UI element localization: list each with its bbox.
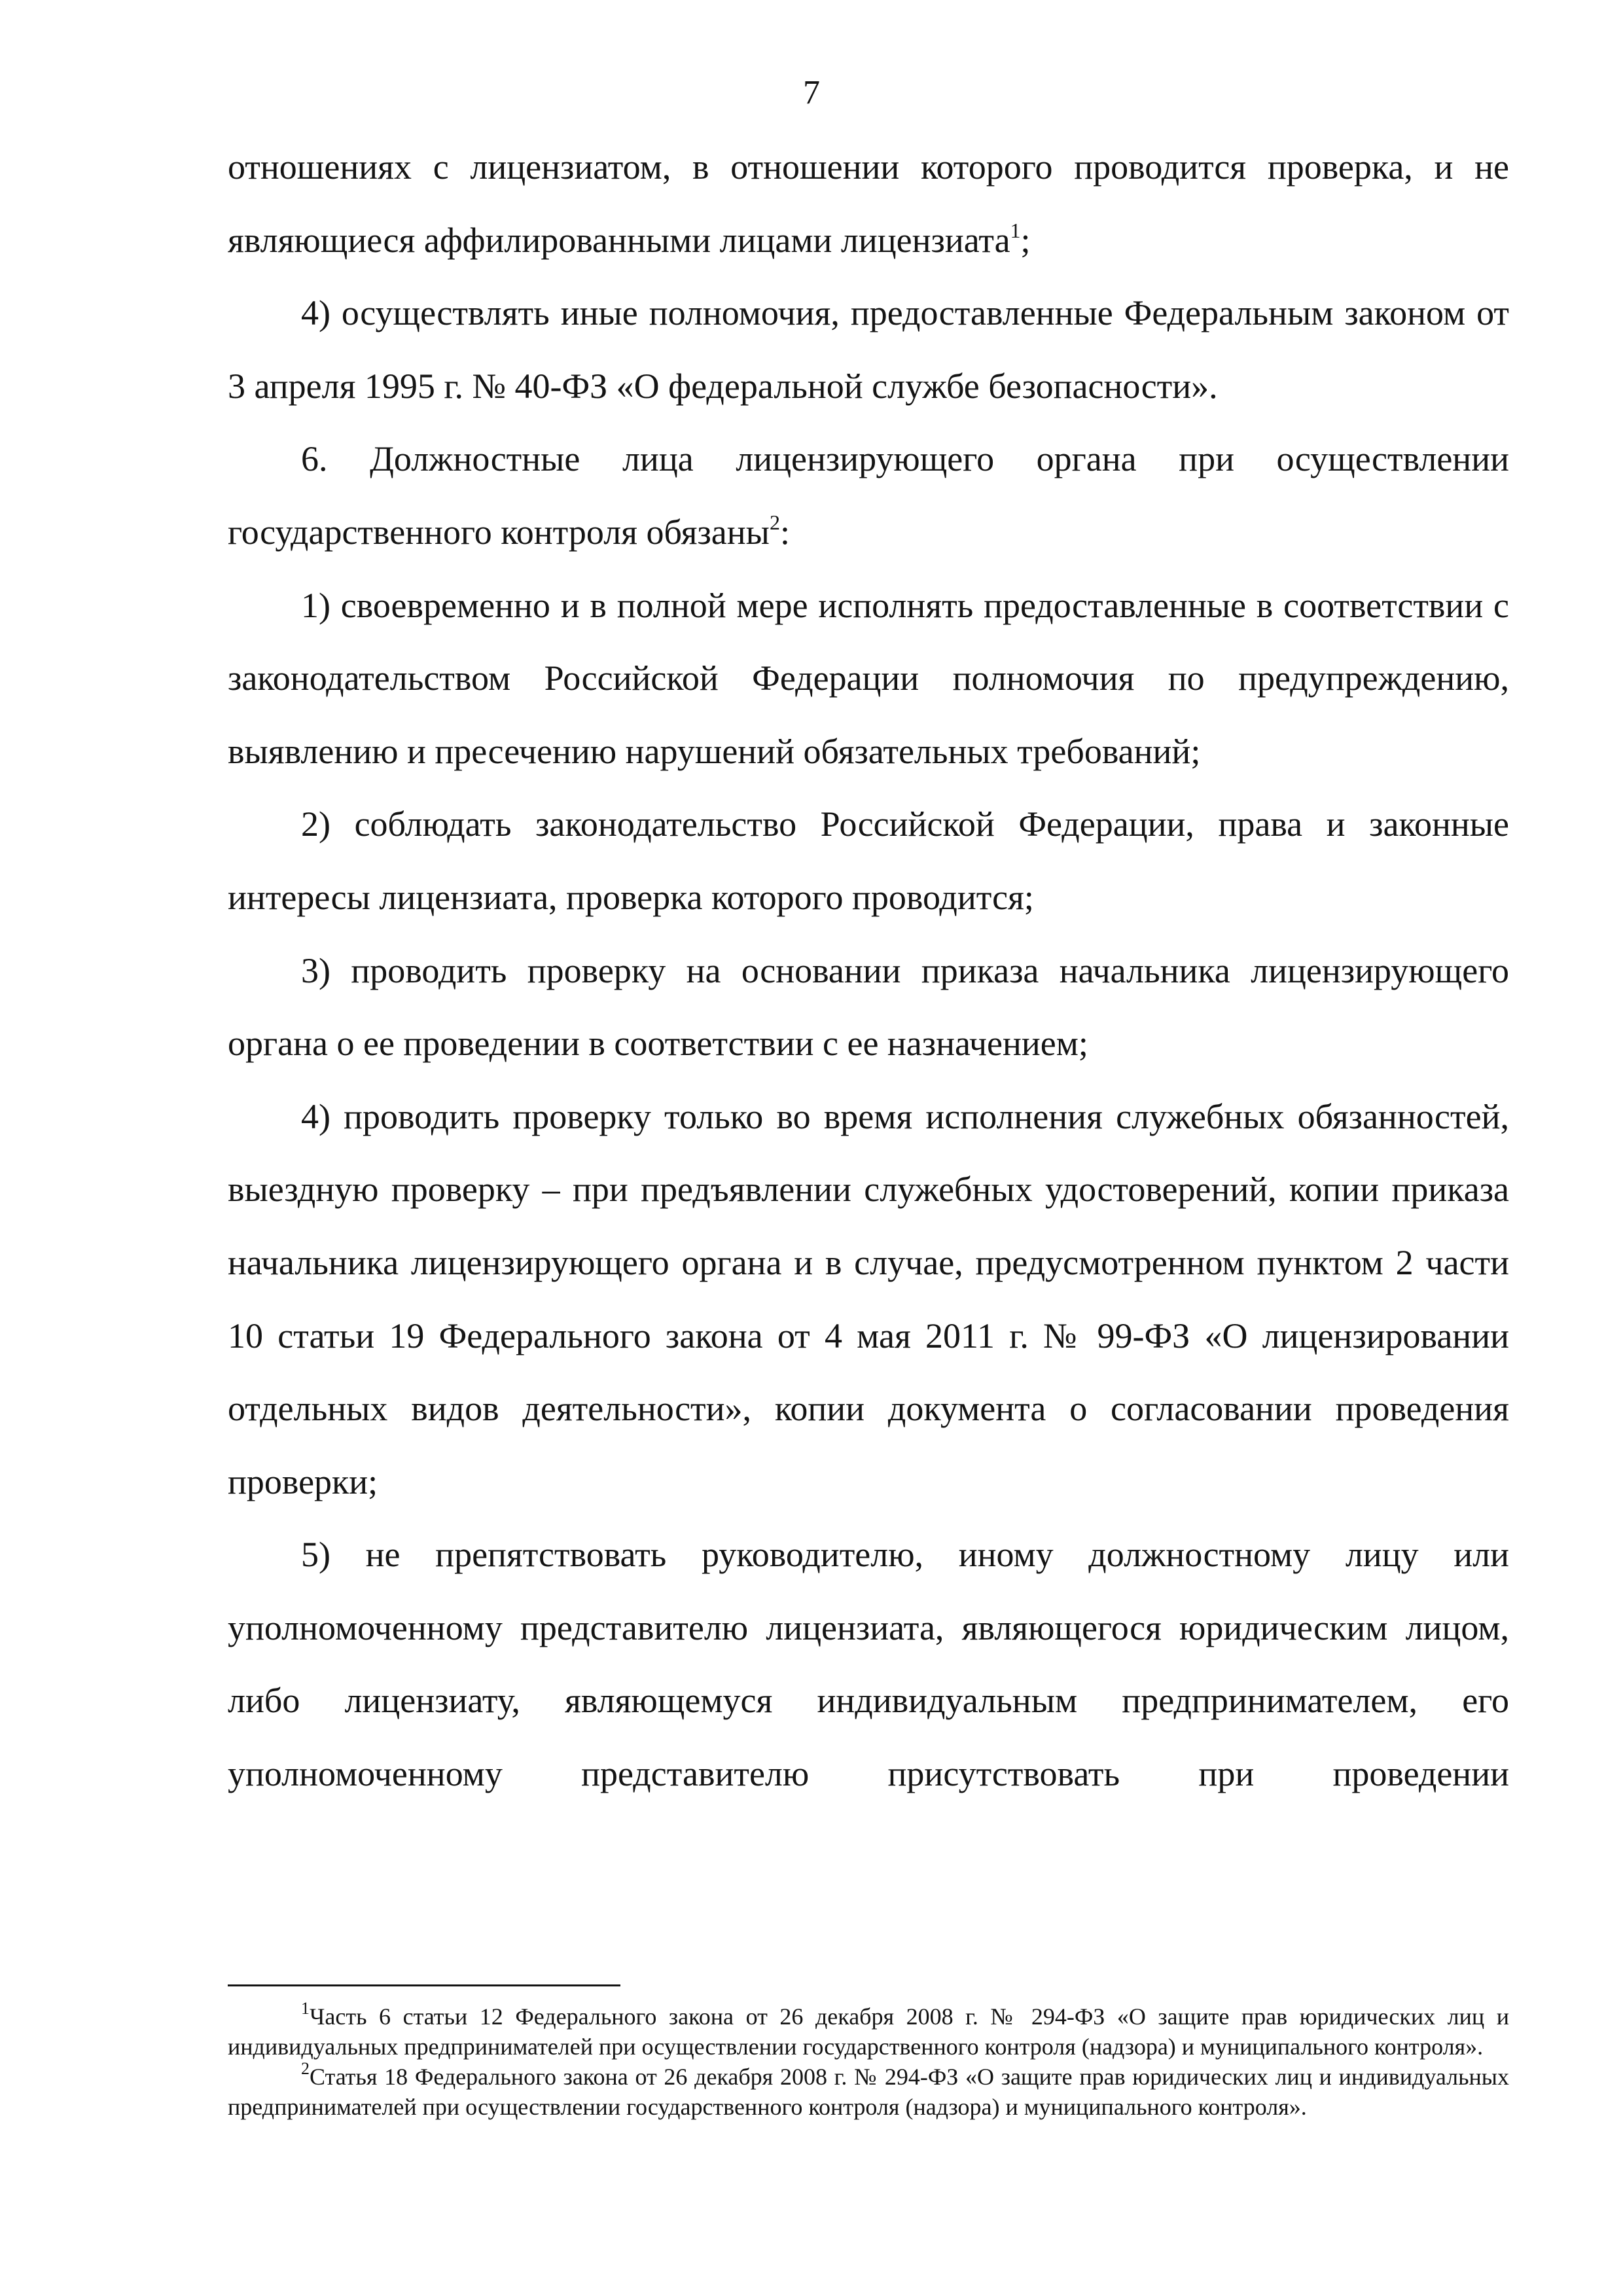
footnote-marker: 2 xyxy=(301,2059,310,2078)
page-number: 7 xyxy=(803,74,820,111)
footnote-reference: 1 xyxy=(1010,218,1021,242)
footnote-text: Часть 6 статьи 12 Федерального закона от 26 декабря 2008 г. № 294-ФЗ «О защите прав юридических лиц и индивидуальных предпринимателей при осуществлении государственного контроля (надзора) и муниципального контроля». xyxy=(228,2003,1509,2060)
paragraph-item: 4) проводить проверку только во время исполнения служебных обязанностей, выездную проверку – при предъявлении служебных удостоверений, копии приказа начальника лицензирующего органа и в случае, предусмотренном пунктом 2 части 10 статьи 19 Федерального закона от 4 мая 2011 г. № 99-ФЗ «О лицензировании отдельных видов деятельности», копии документа о согласовании проведения проверки; xyxy=(228,1096,1509,1501)
footnote xyxy=(228,2059,1509,2122)
paragraph-text: 6. Должностные лица лицензирующего органа при осуществлении государственного контроля обязаны xyxy=(228,439,1509,552)
footnote-separator xyxy=(228,1984,620,1986)
paragraph-item: 2) соблюдать законодательство Российской Федерации, права и законные интересы лицензиата, проверка которого проводится; xyxy=(228,804,1509,917)
footnote-text: Статья 18 Федерального закона от 26 декабря 2008 г. № 294-ФЗ «О защите прав юридических лиц и индивидуальных предпринимателей при осуществлении государственного контроля (надзора) и муниципального контроля». xyxy=(228,2064,1509,2120)
footnote-reference: 2 xyxy=(769,510,780,534)
paragraph-item: 5) не препятствовать руководителю, иному должностному лицу или уполномоченному представителю лицензиата, являющегося юридическим лицом, либо лицензиату, являющемуся индивидуальным предпринимателем, его уполномоченному представителю присутствовать при проведении xyxy=(228,1535,1509,1794)
paragraph-item: 4) осуществлять иные полномочия, предоставленные Федеральным законом от 3 апреля 1995 г. № 40-ФЗ «О федеральной службе безопасности». xyxy=(228,293,1509,406)
paragraph-continuation xyxy=(228,131,1509,277)
paragraph-item: 3) проводить проверку на основании приказа начальника лицензирующего органа о ее проведении в соответствии с ее назначением; xyxy=(228,950,1509,1064)
footnote xyxy=(228,2001,1509,2062)
paragraph-item: 1) своевременно и в полной мере исполнять предоставленные в соответствии с законодательством Российской Федерации полномочия по предупреждению, выявлению и пресечению нарушений обязательных требований; xyxy=(228,585,1509,771)
footnotes xyxy=(228,2001,1509,2122)
paragraph-text-end: : xyxy=(779,512,790,552)
paragraph-text: отношениях с лицензиатом, в отношении которого проводится проверка, и не являющиеся аффилированными лицами лицензиата xyxy=(228,147,1509,260)
paragraph-text-end: ; xyxy=(1020,220,1031,260)
document-body xyxy=(228,131,1509,1811)
footnote-marker: 1 xyxy=(301,1999,310,2018)
paragraph-section xyxy=(228,423,1509,569)
